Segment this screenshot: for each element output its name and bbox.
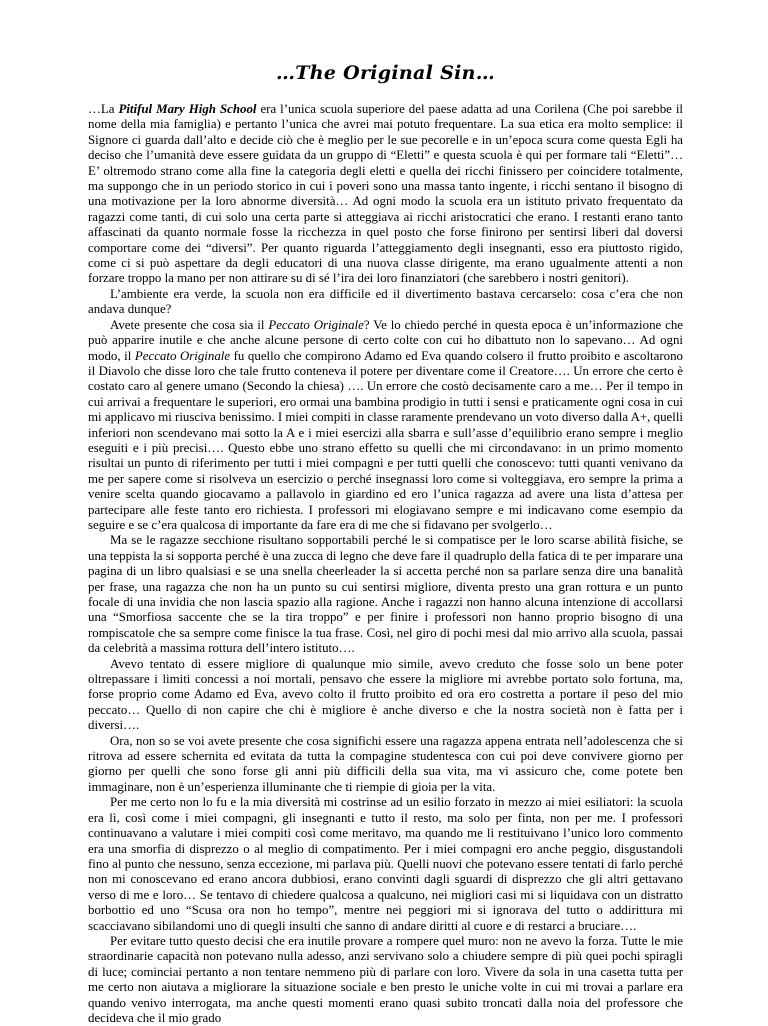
p3-text-b: ? Ve lo chiedo perché in questa epoca è un’informazione che può apparire inutile e che anche alcune persone di certo colte con cui ho dibattuto non lo sapevano… Ad ogni modo, il (88, 317, 683, 363)
paragraph-1 (88, 102, 683, 287)
original-sin-term-2: Peccato Originale (134, 348, 231, 363)
paragraph-6: Ora, non so se voi avete presente che cosa significhi essere una ragazza appena entrata nell’adolescenza che si ritrova ad essere schernita ed evitata da tutta la compagine studentesca con cui poi deve convivere giorno per giorno per quelli che sono forse gli anni più difficili della sua vita, ma vi assicuro che, come potete ben immaginare, non è un’esperienza illuminante che ti riempie di gioia per la vita. (88, 733, 683, 794)
paragraph-5: Avevo tentato di essere migliore di qualunque mio simile, avevo creduto che fosse solo un bene poter oltrepassare i limiti concessi a noi mortali, pensavo che essere la migliore mi avrebbe portato solo fortuna, ma, forse proprio come Adamo ed Eva, avevo colto il frutto proibito ed ora ero costretta a portare il peso del mio peccato… Quello di non capire che chi è migliore è anche diverso e che la nostra società non è fatta per i diversi…. (88, 656, 683, 733)
p1-text-b: era l’unica scuola superiore del paese adatta ad una Corilena (Che poi sarebbe il nome della mia famiglia) e pertanto l’unica che avrei mai potuto frequentare. La sua etica era molto semplice: il Signore ci guarda dall’alto e decide ciò che è meglio per le sue pecorelle e in un’epoca scura come questa Egli ha deciso che l’umanità deve essere guidata da un gruppo di “Eletti” e questa scuola è qui per formare tali “Eletti”… E’ oltremodo strano come alla fine la categoria degli eletti e quella dei ricchi finissero per coincidere totalmente, ma suppongo che in un periodo storico in cui i poveri sono una massa tanto ingente, i ricchi sentano il bisogno di una motivazione per la loro abnorme diversità… Ad ogni modo la scuola era un istituto privato frequentato da ragazzi come tanti, di cui solo una certa parte si atteggiava ai ricchi aristocratici che erano. I restanti erano tanto affascinati da quanto normale fosse la ricchezza in quel posto che forse finirono per sentirsi liberi dal doversi comportare come dei “diversi”. Per quanto riguarda l’atteggiamento degli insegnanti, esso era piuttosto rigido, come ci si può aspettare da degli educatori di una nuova classe dirigente, ma erano ugualmente attenti a non forzare troppo la mano per non attirare su di sé l’ira dei loro finanziatori (che sarebbero i nostri genitori). (88, 102, 683, 286)
school-name: Pitiful Mary High School (118, 102, 257, 116)
p3-text-a: Avete presente che cosa sia il (110, 317, 269, 332)
paragraph-2: L’ambiente era verde, la scuola non era difficile ed il divertimento bastava cercarselo: cosa c’era che non andava dunque? (88, 286, 683, 317)
p1-text-a: …La (88, 102, 119, 116)
paragraph-7: Per me certo non lo fu e la mia diversità mi costrinse ad un esilio forzato in mezzo ai miei esiliatori: la scuola era lì, così come i miei compagni, gli insegnanti e tutto il resto, ma solo per finta, non per me. I professori continuavano a valutare i miei compiti così come meritavo, ma quando me li restituivano l’unico loro commento era una smorfia di disprezzo o al meglio di compatimento. Per i miei compagni ero anche peggio, disgustandoli fino al punto che nessuno, senza eccezione, mi parlava più. Quelli nuovi che potevano essere tentati di farlo perché non mi conoscevano ed erano ancora dubbiosi, erano convinti dagli sguardi di disprezzo che gli altri gettavano verso di me e loro… Se tentavo di chiedere qualcosa a qualcuno, nei migliori casi mi si liquidava con un distratto borbottio ed uno “Scusa ora non ho tempo”, mentre nei peggiori mi si ignorava del tutto o addirittura mi scacciavano sibilandomi uno di quegli insulti che sanno di andare diritti al cuore e di restarci a bruciare…. (88, 795, 683, 933)
document-title: …The Original Sin… (275, 62, 496, 84)
original-sin-term-1: Peccato Originale (268, 317, 364, 332)
document-body (88, 102, 683, 1026)
paragraph-3 (88, 318, 683, 534)
p3-text-c: fu quello che compirono Adamo ed Eva quando colsero il frutto proibito e ascoltarono il Diavolo che disse loro che tale frutto conteneva il potere per diventare come il Creatore…. Un errore che certo è costato caro al genere umano (Secondo la chiesa) …. Un errore che costò decisamente caro a me… Per il tempo in cui arrivai a frequentare le superiori, ero ormai una bambina prodigio in tutti i sensi e praticamente ogni cosa in cui mi applicavo mi riusciva benissimo. I miei compiti in classe raramente prendevano un voto diverso dalla A+, quelli inferiori non scendevano mai sotto la A e i miei esercizi alla sbarra e sull’asse d’equilibrio erano sempre i meglio eseguiti e i più precisi…. Questo ebbe uno strano effetto su quelli che mi circondavano: in un primo momento risultai un punto di riferimento per tutti i miei compagni e per tutti quelli che conoscevo: tutti quanti venivano da me per sapere come si risolveva un esercizio o perché insegnassi loro come si volteggiava, ero sempre la prima a venire scelta quando giocavamo a pallavolo in giardino ed ero l’unica ragazza ad avere una lista d’attesa per partecipare alle feste tanto ero richiesta. I professori mi elogiavano sempre e mi indicavano come esempio da seguire e se c’era qualcosa di importante da fare era di me che si fidavano per svolgerlo… (88, 348, 683, 532)
document-page (88, 62, 683, 1026)
paragraph-8: Per evitare tutto questo decisi che era inutile provare a rompere quel muro: non ne avevo la forza. Tutte le mie straordinarie capacità non potevano nulla adesso, anzi servivano solo a chiudere sempre di più quei pochi spiragli di luce; cominciai pertanto a non tentare nemmeno più di parlare con loro. Vivere da sola in una casetta tutta per me certo non aiutava a migliorare la situazione sociale e ben presto le uniche volte in cui mi trovai a parlare era quando venivo interrogata, ma anche questi momenti erano quasi subito troncati dalla noia del professore che decideva che il mio grado (88, 933, 683, 1025)
paragraph-4: Ma se le ragazze secchione risultano sopportabili perché le si compatisce per le loro scarse abilità fisiche, se una teppista la si sopporta perché è una zucca di legno che deve fare il quadruplo della fatica di te per imparare una pagina di un libro qualsiasi e se una snella cheerleader la si accetta perché non sa parlare senza dire una banalità per frase, una ragazza che non ha un punto su cui sentirsi migliore, diventa presto una gran rottura e un punto focale di una invidia che non lascia spazio alla ragione. Anche i ragazzi non hanno alcuna intenzione di accollarsi una “Smorfiosa saccente che se la tira troppo” e per finire i professori non hanno proprio bisogno di una rompiscatole che sa sempre come finisce la tua frase. Così, nel giro di pochi mesi dal mio arrivo alla scuola, passai da celebrità a massima rottura dell’intero istituto…. (88, 533, 683, 656)
